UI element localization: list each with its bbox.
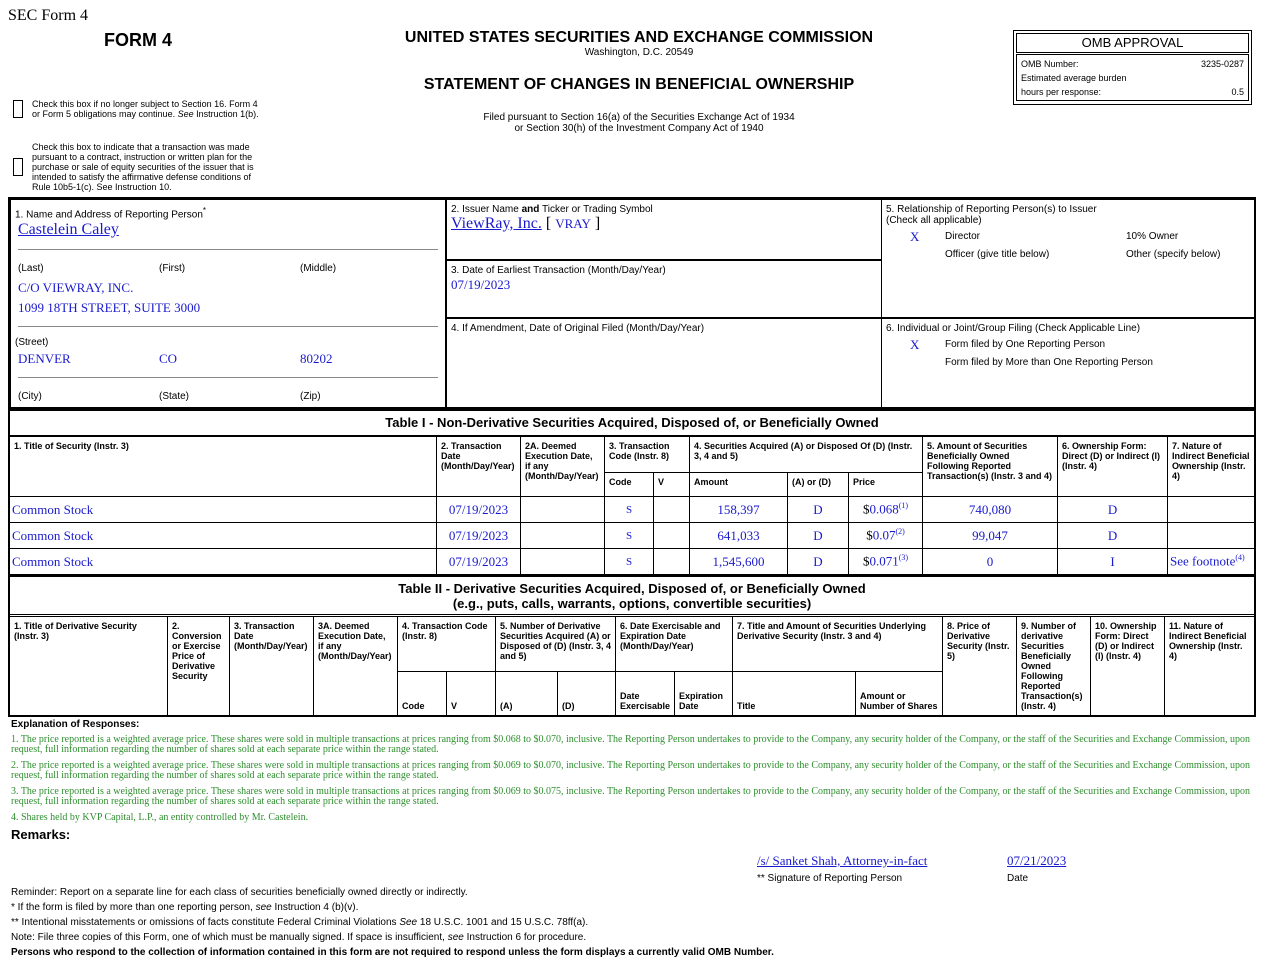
table1-non-derivative (9, 436, 1256, 575)
section16-text: Check this box if no longer subject to Section 16. Form 4 or Form 5 obligations may continue. See Instruction 1(b). (32, 99, 259, 119)
signature-link[interactable]: /s/ Sanket Shah, Attorney-in-fact (757, 853, 928, 868)
transaction-code: S (605, 523, 654, 549)
amount: 1,545,600 (690, 549, 788, 575)
city-value: DENVER (18, 351, 71, 366)
street-divider (18, 326, 438, 327)
city-label: (City) (18, 391, 42, 402)
t1-sub-v: V (654, 473, 690, 497)
more-persons-label: Form filed by More than One Reporting Person (945, 357, 1153, 368)
one-person-check: X (910, 337, 920, 352)
transaction-v (654, 549, 690, 575)
footer-note-3: Note: File three copies of this Form, one of which must be manually signed. If space is insufficient, see Instruction 6 for procedure. (11, 932, 587, 943)
price: $0.068$^{(1)}$ (849, 497, 923, 523)
form-title: FORM 4 (104, 30, 173, 50)
explanation-heading: Explanation of Responses: (11, 719, 140, 730)
transaction-code: S (605, 497, 654, 523)
t1-sub-a-or-d: (A) or (D) (788, 473, 849, 497)
box4-amendment (446, 318, 882, 408)
table2-derivative (9, 616, 1256, 716)
deemed-date (521, 549, 605, 575)
table-row (10, 549, 1256, 575)
street-label: (Street) (15, 337, 49, 348)
section16-checkbox[interactable] (13, 100, 23, 118)
transaction-date: 07/19/2023 (437, 549, 521, 575)
omb-burden-label: Estimated average burden (1021, 73, 1127, 83)
amount-owned: 740,080 (923, 497, 1058, 523)
t2-sub-d: (D) (558, 672, 616, 716)
officer-label: Officer (give title below) (945, 249, 1050, 260)
security-title: Common Stock (10, 549, 437, 575)
box2-label: 2. Issuer Name and Ticker or Trading Symbol (451, 204, 653, 215)
security-title: Common Stock (10, 523, 437, 549)
rule10b5-checkbox[interactable] (13, 158, 23, 176)
nature-of-ownership (1168, 523, 1256, 549)
signature-date[interactable]: 07/21/2023 (1007, 853, 1067, 868)
nature-of-ownership: See footnote$^{(4)}$ (1168, 549, 1256, 575)
footnote-2: 2. The price reported is a weighted average price. These shares were sold in multiple transactions at prices ranging from $0.069 to $0.070, inclusive. The Reporting Person undertakes to provide to the Company, any security holder of the Company, or the staff of the Securities and Exchange Commission, upon request, full information regarding the number of shares sold at each separate price within the range stated. (11, 760, 1251, 781)
director-label: Director (945, 231, 981, 242)
date-label: Date (1007, 873, 1029, 884)
rule10b5-text: Check this box to indicate that a transaction was made pursuant to a contract, instruction or written plan for the purchase or sale of equity securities of the issuer that is intended to satisfy the affirmative defense conditions of Rule 10b5-1(c). See Instruction 10. (32, 142, 254, 192)
omb-title: OMB APPROVAL (1016, 33, 1249, 53)
name-divider (18, 249, 438, 250)
box5-label: 5. Relationship of Reporting Person(s) to Issuer (Check all applicable) (886, 204, 1097, 226)
omb-details (1016, 54, 1249, 101)
filed-pursuant-2: or Section 30(h) of the Investment Company Act of 1940 (514, 123, 764, 134)
omb-approval-box (1013, 30, 1252, 105)
acquired-disposed: D (788, 549, 849, 575)
price: $0.071$^{(3)}$ (849, 549, 923, 575)
issuer-line: ViewRay, Inc. [ VRAY ] (451, 215, 601, 232)
t1-sub-amount: Amount (690, 473, 788, 497)
box6-filing (881, 318, 1255, 408)
issuer-name-link[interactable]: ViewRay, Inc. (451, 215, 542, 232)
t1-col-deemed: 2A. Deemed Execution Date, if any (Month/Day/Year) (521, 437, 605, 497)
first-label: (First) (159, 263, 186, 274)
box5-relationship (881, 199, 1255, 318)
remarks-heading: Remarks: (11, 827, 71, 842)
transaction-date: 07/19/2023 (437, 523, 521, 549)
acquired-disposed: D (788, 523, 849, 549)
t1-col-title: 1. Title of Security (Instr. 3) (10, 437, 437, 497)
box1-reporting-person (10, 199, 446, 408)
statement-title: STATEMENT OF CHANGES IN BENEFICIAL OWNERSHIP (423, 76, 855, 93)
footer-note-2: ** Intentional misstatements or omissions of facts constitute Federal Criminal Violations See 18 U.S.C. 1001 and 15 U.S.C. 78ff(a). (11, 917, 589, 928)
footnote-3: 3. The price reported is a weighted average price. These shares were sold in multiple transactions at prices ranging from $0.069 to $0.075, inclusive. The Reporting Person undertakes to provide to the Company, any security holder of the Company, or the staff of the Securities and Exchange Commission, upon request, full information regarding the number of shares sold at each separate price within the range stated. (11, 786, 1251, 807)
box3-earliest-date (446, 260, 882, 318)
transaction-code: S (605, 549, 654, 575)
city-divider (18, 377, 438, 378)
t2-col-deemed: 3A. Deemed Execution Date, if any (Month/Day/Year) (314, 617, 398, 716)
t2-col-number: 5. Number of Derivative Securities Acquired (A) or Disposed of (D) (Instr. 3, 4 and 5) (496, 617, 616, 672)
box6-label: 6. Individual or Joint/Group Filing (Check Applicable Line) (886, 323, 1141, 334)
t1-col-amount-owned: 5. Amount of Securities Beneficially Owned Following Reported Transaction(s) (Instr. 3 and 4) (923, 437, 1058, 497)
transaction-v (654, 523, 690, 549)
director-check: X (910, 229, 920, 244)
amount-owned: 99,047 (923, 523, 1058, 549)
price: $0.07$^{(2)}$ (849, 523, 923, 549)
t1-col-code: 3. Transaction Code (Instr. 8) (605, 437, 690, 473)
omb-number-label: OMB Number: (1021, 59, 1079, 69)
state-label: (State) (159, 391, 190, 402)
deemed-date (521, 497, 605, 523)
amount-owned: 0 (923, 549, 1058, 575)
t2-col-title: 1. Title of Derivative Security (Instr. 3) (10, 617, 168, 716)
t2-col-date: 3. Transaction Date (Month/Day/Year) (230, 617, 314, 716)
footnote-4: 4. Shares held by KVP Capital, L.P., an entity controlled by Mr. Castelein. (11, 812, 309, 823)
reporting-person-name[interactable]: Castelein Caley (18, 221, 119, 238)
table-row (10, 523, 1256, 549)
reminder-text: Reminder: Report on a separate line for each class of securities beneficially owned directly or indirectly. (11, 887, 468, 898)
t1-sub-price: Price (849, 473, 923, 497)
t2-col-price: 8. Price of Derivative Security (Instr. 5) (943, 617, 1017, 716)
ownership-form: I (1058, 549, 1168, 575)
agency-city: Washington, D.C. 20549 (584, 47, 694, 58)
amount: 158,397 (690, 497, 788, 523)
state-value: CO (159, 351, 178, 366)
omb-hours-label: hours per response: (1021, 87, 1102, 97)
agency-title: UNITED STATES SECURITIES AND EXCHANGE COMMISSION (404, 29, 874, 46)
t2-sub-code: Code (398, 672, 447, 716)
box4-label: 4. If Amendment, Date of Original Filed (Month/Day/Year) (451, 323, 705, 334)
box1-label: 1. Name and Address of Reporting Person* (15, 206, 207, 221)
other-label: Other (specify below) (1126, 249, 1221, 260)
filed-pursuant-1: Filed pursuant to Section 16(a) of the Securities Exchange Act of 1934 (483, 112, 795, 123)
sec-form-label: SEC Form 4 (8, 7, 89, 24)
amount: 641,033 (690, 523, 788, 549)
t1-col-nature: 7. Nature of Indirect Beneficial Ownership (Instr. 4) (1168, 437, 1256, 497)
address-line-2: 1099 18TH STREET, SUITE 3000 (18, 300, 201, 315)
t2-col-ownership-form: 10. Ownership Form: Direct (D) or Indirect (I) (Instr. 4) (1091, 617, 1165, 716)
transaction-date: 07/19/2023 (437, 497, 521, 523)
footnote-1: 1. The price reported is a weighted average price. These shares were sold in multiple transactions at prices ranging from $0.068 to $0.070, inclusive. The Reporting Person undertakes to provide to the Company, any security holder of the Company, or the staff of the Securities and Exchange Commission, upon request, full information regarding the number of shares sold at each separate price within the range stated. (11, 734, 1251, 755)
ten-percent-owner-label: 10% Owner (1126, 231, 1179, 242)
t2-col-underlying: 7. Title and Amount of Securities Underlying Derivative Security (Instr. 3 and 4) (733, 617, 943, 672)
t2-sub-title: Title (733, 672, 856, 716)
footer-omb-notice: Persons who respond to the collection of information contained in this form are not required to respond unless the form displays a currently valid OMB Number. (11, 947, 774, 958)
ownership-form: D (1058, 497, 1168, 523)
table1-title: Table I - Non-Derivative Securities Acquired, Disposed of, or Beneficially Owned (10, 411, 1254, 436)
t2-col-owned: 9. Number of derivative Securities Beneficially Owned Following Reported Transaction(s) (Instr. 4) (1017, 617, 1091, 716)
t2-sub-v: V (447, 672, 496, 716)
t1-col-date: 2. Transaction Date (Month/Day/Year) (437, 437, 521, 497)
ticker-symbol: VRAY (555, 216, 591, 231)
t2-col-conversion: 2. Conversion or Exercise Price of Derivative Security (168, 617, 230, 716)
address-line-1: C/O VIEWRAY, INC. (18, 280, 134, 295)
ownership-form: D (1058, 523, 1168, 549)
t2-sub-expiration: Expiration Date (675, 672, 733, 716)
zip-value: 80202 (300, 351, 333, 366)
t2-col-code: 4. Transaction Code (Instr. 8) (398, 617, 496, 672)
acquired-disposed: D (788, 497, 849, 523)
middle-label: (Middle) (300, 263, 337, 274)
omb-number: 3235-0287 (1200, 59, 1244, 69)
one-person-label: Form filed by One Reporting Person (945, 339, 1106, 350)
nature-of-ownership (1168, 497, 1256, 523)
t2-col-nature: 11. Nature of Indirect Beneficial Ownership (Instr. 4) (1165, 617, 1256, 716)
footer-note-1: * If the form is filed by more than one reporting person, see Instruction 4 (b)(v). (11, 902, 359, 913)
earliest-transaction-date: 07/19/2023 (451, 277, 511, 292)
transaction-v (654, 497, 690, 523)
table-row (10, 497, 1256, 523)
t1-col-acquired: 4. Securities Acquired (A) or Disposed Of (D) (Instr. 3, 4 and 5) (690, 437, 923, 473)
t1-sub-code: Code (605, 473, 654, 497)
t2-sub-exercisable: Date Exercisable (616, 672, 675, 716)
security-title: Common Stock (10, 497, 437, 523)
t2-sub-amount: Amount or Number of Shares (856, 672, 943, 716)
t2-col-exercisable: 6. Date Exercisable and Expiration Date (Month/Day/Year) (616, 617, 733, 672)
t2-sub-a: (A) (496, 672, 558, 716)
deemed-date (521, 523, 605, 549)
signature-label: ** Signature of Reporting Person (757, 873, 903, 884)
t1-col-ownership-form: 6. Ownership Form: Direct (D) or Indirect (I) (Instr. 4) (1058, 437, 1168, 497)
box3-label: 3. Date of Earliest Transaction (Month/Day/Year) (451, 265, 666, 276)
box2-issuer (446, 199, 882, 260)
table2-title: Table II - Derivative Securities Acquired, Disposed of, or Beneficially Owned (e.g., puts, calls, warrants, options, convertible securities) (10, 577, 1254, 615)
last-label: (Last) (18, 263, 44, 274)
omb-hours-value: 0.5 (1231, 87, 1244, 97)
zip-label: (Zip) (300, 391, 321, 402)
